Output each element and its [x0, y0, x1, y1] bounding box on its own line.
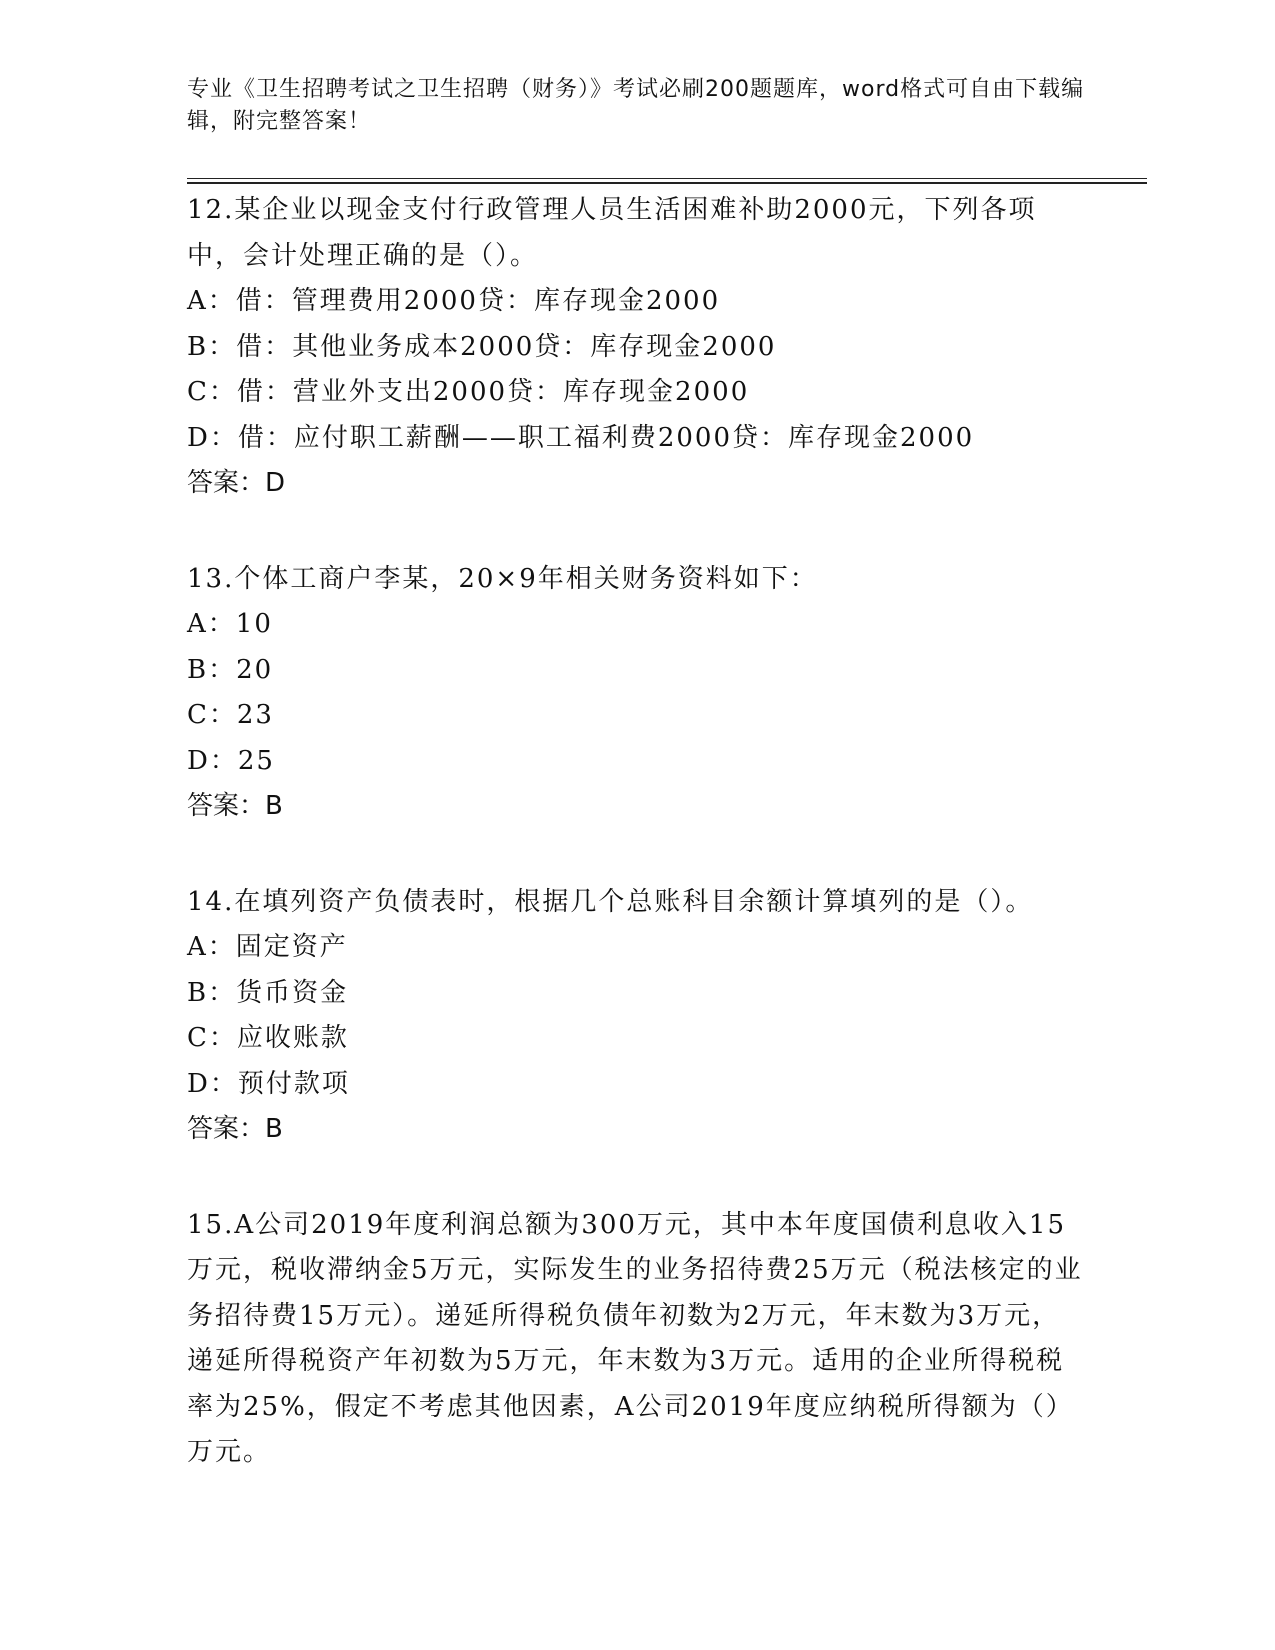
question-13 [187, 557, 1087, 830]
option-a: A：固定资产 [187, 932, 348, 962]
question-15 [187, 1203, 1087, 1476]
question-stem: 15.A公司2019年度利润总额为300万元，其中本年度国债利息收入15万元，税收滞纳金5万元，实际发生的业务招待费25万元（税法核定的业务招待费15万元）。递延所得税负债年初数为2万元，年末数为3万元，递延所得税资产年初数为5万元，年末数为3万元。适用的企业所得税税率为25%，假定不考虑其他因素，A公司2019年度应纳税所得额为（）万元。 [187, 1209, 1083, 1467]
answer: 答案：D [187, 468, 286, 498]
option-d: D：预付款项 [187, 1068, 350, 1099]
header-divider-thin [187, 178, 1147, 179]
option-a: A：10 [187, 609, 273, 639]
question-12 [187, 188, 1087, 507]
document-header: 专业《卫生招聘考试之卫生招聘（财务）》考试必刷200题题库，word格式可自由下载编辑，附完整答案！ [187, 77, 1085, 134]
question-stem: 12.某企业以现金支付行政管理人员生活困难补助2000元，下列各项中，会计处理正确的是（）。 [187, 195, 1037, 271]
header-divider-thick [187, 182, 1147, 184]
answer: 答案：B [187, 1114, 283, 1144]
option-d: D：借：应付职工薪酬——职工福利费2000贷：库存现金2000 [187, 422, 975, 453]
answer: 答案：B [187, 791, 283, 821]
option-b: B：20 [187, 654, 274, 685]
option-d: D：25 [187, 745, 275, 776]
option-b: B：货币资金 [187, 977, 349, 1008]
question-stem: 13.个体工商户李某，20×9年相关财务资料如下： [187, 563, 818, 594]
question-list [187, 188, 1087, 1526]
option-c: C：23 [187, 700, 274, 730]
option-c: C：借：营业外支出2000贷：库存现金2000 [187, 377, 750, 407]
option-a: A：借：管理费用2000贷：库存现金2000 [187, 286, 721, 316]
question-stem: 14.在填列资产负债表时，根据几个总账科目余额计算填列的是（）。 [187, 886, 1034, 917]
option-b: B：借：其他业务成本2000贷：库存现金2000 [187, 331, 777, 362]
question-14 [187, 880, 1087, 1153]
option-c: C：应收账款 [187, 1023, 349, 1053]
